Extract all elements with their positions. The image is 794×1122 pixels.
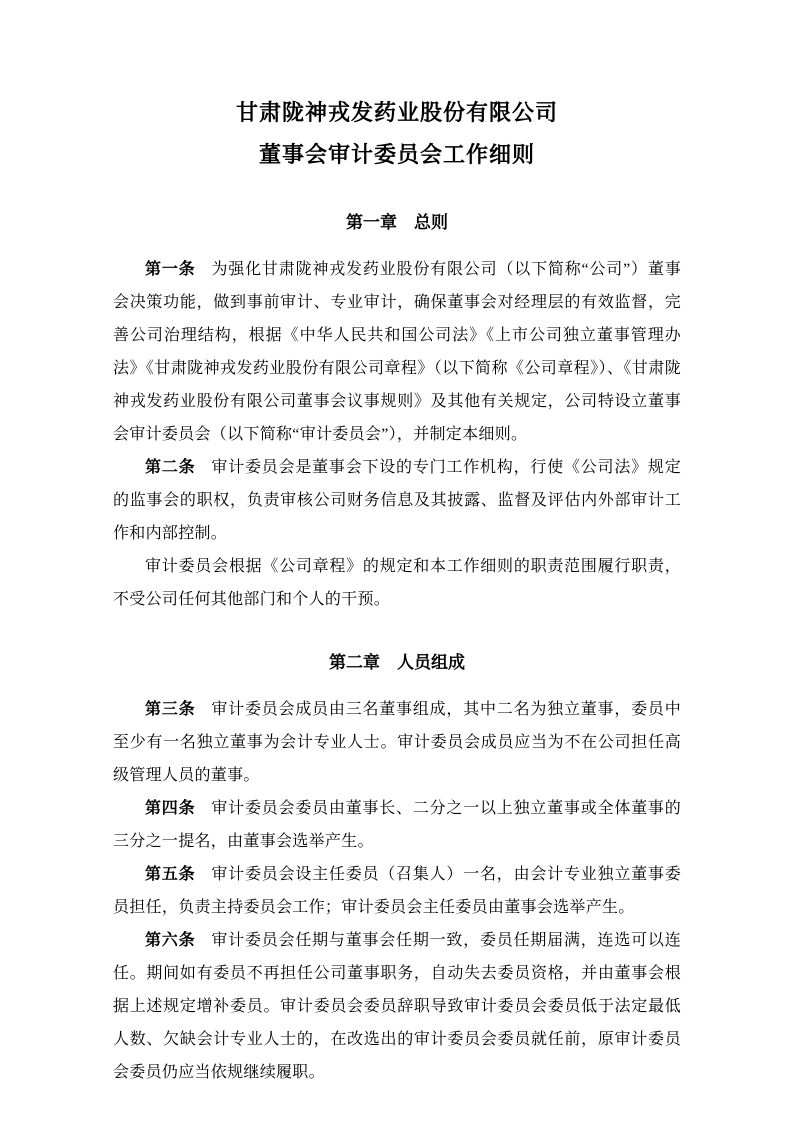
article-4-paragraph bbox=[113, 792, 681, 858]
article-6-text: 审计委员会任期与董事会任期一致，委员任期届满，连选可以连任。期间如有委员不再担任公司董事职务，自动失去委员资格，并由董事会根据上述规定增补委员。审计委员会委员辞职导致审计委员会委员低于法定最低人数、欠缺会计专业人士的，在改选出的审计委员会委员就任前，原审计委员会委员仍应当依规继续履职。 bbox=[113, 932, 681, 1081]
article-2-label: 第二条 bbox=[145, 459, 196, 476]
article-2-continuation-paragraph bbox=[113, 550, 681, 616]
article-5-label: 第五条 bbox=[145, 866, 196, 883]
article-2-text: 审计委员会是董事会下设的专门工作机构，行使《公司法》规定的监事会的职权，负责审核公司财务信息及其披露、监督及评估内外部审计工作和内部控制。 bbox=[113, 459, 681, 542]
article-5-text: 审计委员会设主任委员（召集人）一名，由会计专业独立董事委员担任，负责主持委员会工作；审计委员会主任委员由董事会选举产生。 bbox=[113, 866, 681, 916]
chapter-1-heading: 第一章 总则 bbox=[346, 213, 448, 232]
article-5-paragraph bbox=[113, 858, 681, 924]
article-3-text: 审计委员会成员由三名董事组成，其中二名为独立董事，委员中至少有一名独立董事为会计专业人士。审计委员会成员应当为不在公司担任高级管理人员的董事。 bbox=[113, 701, 681, 784]
article-1-label: 第一条 bbox=[145, 261, 196, 278]
article-6-label: 第六条 bbox=[145, 932, 196, 949]
article-4-text: 审计委员会委员由董事长、二分之一以上独立董事或全体董事的三分之一提名，由董事会选举产生。 bbox=[113, 800, 681, 850]
article-1-text: 为强化甘肃陇神戎发药业股份有限公司（以下简称“公司”）董事会决策功能，做到事前审计、专业审计，确保董事会对经理层的有效监督，完善公司治理结构，根据《中华人民共和国公司法》《上市公司独立董事管理办法》《甘肃陇神戎发药业股份有限公司章程》（以下简称《公司章程》）、《甘肃陇神戎发药业股份有限公司董事会议事规则》及其他有关规定，公司特设立董事会审计委员会（以下简称“审计委员会”），并制定本细则。 bbox=[113, 261, 681, 443]
document-title-line-2: 董事会审计委员会工作细则 bbox=[258, 142, 535, 167]
article-1-paragraph bbox=[113, 253, 681, 451]
document-title-line-1: 甘肃陇神戎发药业股份有限公司 bbox=[235, 100, 558, 125]
article-4-label: 第四条 bbox=[145, 800, 196, 817]
article-6-paragraph bbox=[113, 924, 681, 1089]
article-3-paragraph bbox=[113, 693, 681, 792]
article-2-continuation-text: 审计委员会根据《公司章程》的规定和本工作细则的职责范围履行职责，不受公司任何其他部门和个人的干预。 bbox=[113, 558, 681, 608]
chapter-2-heading: 第二章 人员组成 bbox=[329, 653, 465, 672]
article-3-label: 第三条 bbox=[145, 701, 196, 718]
article-2-paragraph bbox=[113, 451, 681, 550]
